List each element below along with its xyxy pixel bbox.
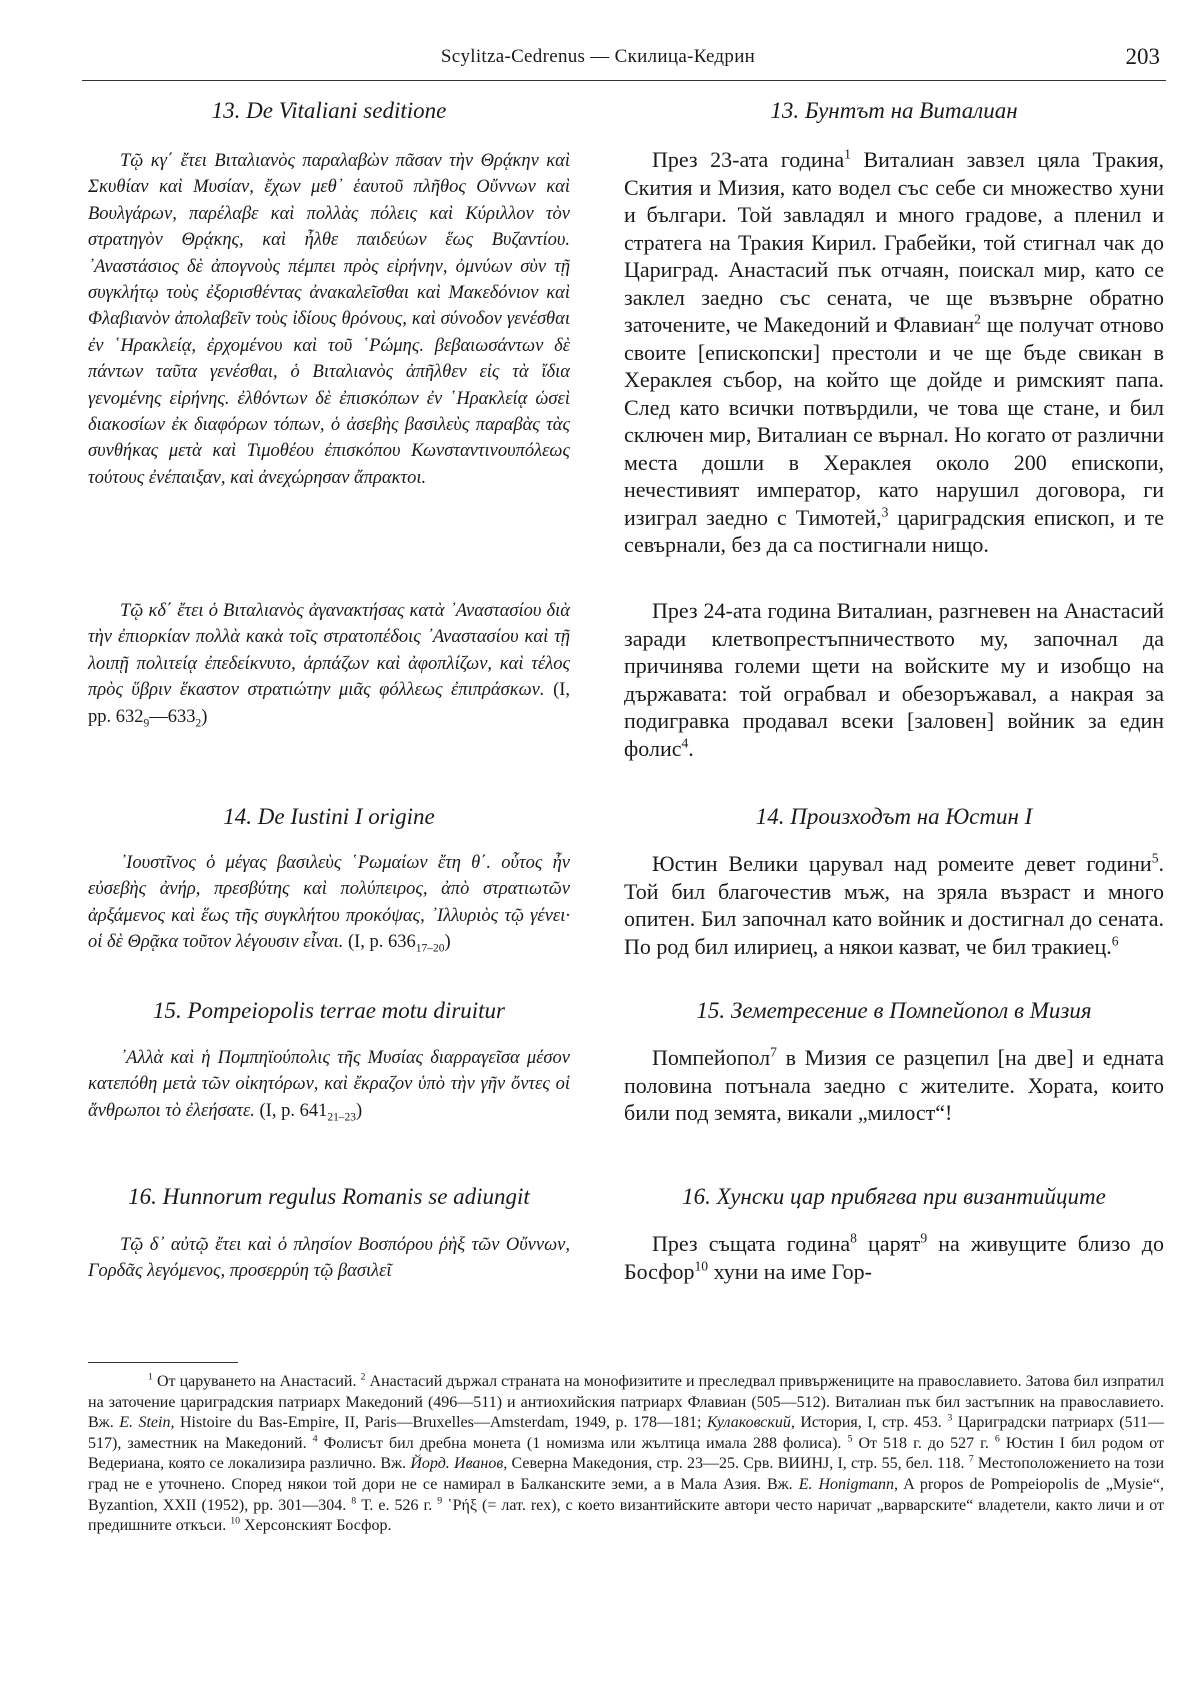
greek-reference: (I, p. $636_{17-20}$)	[347, 932, 451, 955]
footnote-ref: 10	[694, 1258, 709, 1274]
section-14-bg-heading: 14. Произходът на Юстин I	[755, 804, 1033, 829]
footnote-ref: 6	[1111, 933, 1119, 949]
section-16-bg-text: През същата година$^8$ царят$^9$ на живущите близо до Босфор$^{10}$ хуни на име Гор-	[624, 1230, 1164, 1284]
section-14-bg-text: Юстин Велики царувал над ромеите девет години$^5$. Той бил благочестив мъж, на зряла възраст и много опитен. Бил започнал като войник и достигнал до сената. По род бил илириец, а някои казват, че бил тракиец.$^6$	[624, 850, 1164, 959]
section-16-bg-heading: 16. Хунски цар прибягва при византийците	[682, 1184, 1106, 1209]
section-16-greek-text: Τῷ δ᾽ αὐτῷ ἔτει καὶ ὁ πλησίον Βοσπόρου ῥὴξ τῶν Οὔννων, Γορδᾶς λεγόμενος, προσερρύη τῷ βασιλεῖ	[88, 1235, 570, 1282]
footnote-ref: 4	[681, 735, 689, 751]
running-title: Scylitza-Cedrenus — Скилица-Кедрин	[440, 46, 756, 67]
section-15-bg-text: Помпейопол$^7$ в Мизия се разцепил [на две] и едната половина потънала заедно с жителите. Хората, които били под земята, викали „милост“!	[624, 1044, 1164, 1125]
footnote-ref: 9	[920, 1230, 928, 1246]
section-16-latin-heading: 16. Hunnorum regulus Romanis se adiungit	[128, 1184, 530, 1209]
section-13-latin-heading: 13. De Vitaliani seditione	[211, 98, 447, 123]
section-15-bg-heading: 15. Земетресение в Помпейопол в Мизия	[696, 998, 1092, 1023]
page-number: 203	[1125, 44, 1160, 69]
section-13-bg-text-2: През 24-ата година Виталиан, разгневен на Анастасий заради клетвопрестъпничеството му, започнал да причинява големи щети на войските му и изобщо на държавата: той ограбвал и обезоръжавал, а накрая за подигравка продавал всеки [заловен] войник за един фолис$^4$.	[624, 598, 1164, 761]
greek-reference: (I, p. $641_{21-23}$)	[259, 1100, 363, 1124]
section-14-latin-heading: 14. De Iustini I origine	[223, 804, 435, 829]
footnote-ref: 7	[770, 1044, 777, 1060]
section-15-greek-text: ᾽Αλλὰ καὶ ἡ Πομπηϊούπολις τῆς Μυσίας διαρραγεῖσα μέσον κατεπόθη μετὰ τῶν οἰκητόρων, καὶ ἔκραζον ὑπὸ τὴν γῆν ὄντες οἱ ἄνθρωποι τὸ ἐλεήσατε. (I, p. $641_{21-23}$)	[88, 1048, 570, 1124]
footnote-ref: 3	[881, 504, 889, 520]
footnote-rule	[88, 1362, 238, 1363]
section-13-greek-text-1: Τῷ κγ΄ ἔτει Βιταλιανὸς παραλαβὼν πᾶσαν τὴν Θρᾴκην καὶ Σκυθίαν καὶ Μυσίαν, ἔχων μεθ᾽ ἑαυτοῦ πλῆθος Οὔννων καὶ Βουλγάρων, παρέλαβε καὶ πολλὰς πόλεις καὶ Κύριλλον τὸν στρατηγὸν Θρᾴκης, καὶ ἦλθε παιδεύων ἕως Βυζαντίου. ᾽Αναστάσιος δὲ ἀπογνοὺς πέμπει πρὸς εἰρήνην, ὀμνύων σὺν τῇ συγκλήτῳ τοὺς ἐξορισθέντας ἀνακαλεῖσθαι καὶ Μακεδόνιον καὶ Φλαβιανὸν ἀπολαβεῖν τοὺς ἰδίους θρόνους, καὶ σύνοδον γενέσθαι ἐν ῾Ηρακλείᾳ, ἐρχομένου καὶ τοῦ ῾Ρώμης. βεβαιωσάντων δὲ πάντων ταῦτα γενέσθαι, ὁ Βιταλιανὸς ἀπῆλθεν εἰς τὰ ἴδια γενομένης εἰρήνης. ἐλθόντων δὲ ἐπισκόπων ἐν ῾Ηρακλείᾳ ὡσεὶ διακοσίων ἐκ διαφόρων τόπων, ὁ ἀσεβὴς βασιλεὺς παραβὰς τὰς συνθήκας μετὰ καὶ Τιμοθέου ἐπισκόπου Κωνσταντινουπόλεως τούτους ἐνέπαιξαν, καὶ ἀνεχώρησαν ἄπρακτοι.	[88, 151, 570, 488]
section-13-greek-text-2: Τῷ κδ΄ ἔτει ὁ Βιταλιανὸς ἀγανακτήσας κατὰ ᾽Αναστασίου διὰ τὴν ἐπιορκίαν πολλὰ κακὰ τοῖς στρατοπέδοις ᾽Αναστασίου καὶ τῇ λοιπῇ πολιτείᾳ ἐπεδείκνυτο, ἁρπάζων καὶ ἀφοπλίζων, καὶ τέλος πρὸς ὕβριν ἕκαστον στρατιώτην μιᾶς φόλλεως ἐπιπράσκων. (I, pp. $632_9—633_2$)	[88, 601, 571, 730]
header-rule	[82, 80, 1166, 81]
footnotes: $^1$ От царуването на Анастасий. $^2$ Анастасий държал страната на монофизитите и преследвал привържениците на православието. Затова бил изпратил на заточение цариградския патриарх Македоний (496—511) и антиохийския патриарх Флавиан (505—512). Виталиан пък бил застъпник на православието. Вж. E. Stein, Histoire du Bas-Empire, II, Paris—Bruxelles—Amsterdam, 1949, p. 178—181; Кулаковский, История, I, стр. 453. $^3$ Цариградски патриарх (511—517), заместник на Македоний. $^4$ Фолисът бил дребна монета (1 номизма или жълтица имала 288 фолиса). $^5$ От 518 г. до 527 г. $^6$ Юстин I бил родом от Ведериана, която се локализира различно. Вж. Йорд. Иванов, Северна Македония, стр. 23—25. Срв. ВИИНJ, I, стр. 55, бел. 118. $^7$ Местоположението на този град не е уточнено. Според някои той дори не се намирал в Балканските земи, а в Мала Азия. Вж. E. Honigmann, A propos de Pompeiopolis de „Mysie“, Byzantion, XXII (1952), pp. 301—304. $^8$ Т. е. 526 г. $^9$ ῾Ρήξ (= лат. rex), с което византийските автори често наричат „варварските“ владетели, както личи и от предишните откъси. $^{10}$ Херсонският Босфор.	[88, 1371, 1165, 1535]
greek-reference: (I, pp. $632_9—633_2$)	[88, 680, 571, 730]
section-15-latin-heading: 15. Pompeiopolis terrae motu diruitur	[152, 998, 506, 1023]
footnote-ref: 8	[850, 1230, 857, 1246]
section-13-bg-text-1: През 23-ата година$^1$ Виталиан завзел цяла Тракия, Скития и Мизия, като водел със себе си множество хуни и българи. Той завладял и много градове, а пленил и стратега на Тракия Кирил. Грабейки, той стигнал чак до Цариград. Анастасий пък отчаян, поискал мир, като се заклел заедно със сената, че ще възвърне обратно заточените, че Македоний и Флавиан$^2$ ще получат отново своите [епископски] престоли и че ще бъде свикан в Хераклея събор, на който ще дойде и римският папа. След като всички потвърдили, че това ще стане, и бил сключен мир, Виталиан се върнал. Но когато от различни места дошли в Хераклея около 200 епископи, нечестивият император, като нарушил договора, ги изиграл заедно с Тимотей,$^3$ цариградския епископ, и те севърнали, без да са постигнали нищо.	[624, 146, 1164, 557]
running-head	[0, 44, 1196, 74]
footnote-ref: 5	[1151, 850, 1159, 866]
section-13-bg-heading: 13. Бунтът на Виталиан	[770, 98, 1018, 123]
footnote-ref: 2	[974, 311, 981, 327]
section-14-greek-text: ᾽Ιουστῖνος ὁ μέγας βασιλεὺς ῾Ρωμαίων ἔτη θ΄. οὗτος ἦν εὐσεβὴς ἀνήρ, πρεσβύτης καὶ πολύπειρος, ἀπὸ στρατιωτῶν ἀρξάμενος καὶ ἕως τῆς συγκλήτου προκόψας, ᾽Ιλλυριὸς τῷ γένει· οἱ δὲ Θρᾷκα τοῦτον λέγουσιν εἶναι. (I, p. $636_{17-20}$)	[88, 853, 570, 955]
footnote-ref: 1	[844, 146, 851, 162]
